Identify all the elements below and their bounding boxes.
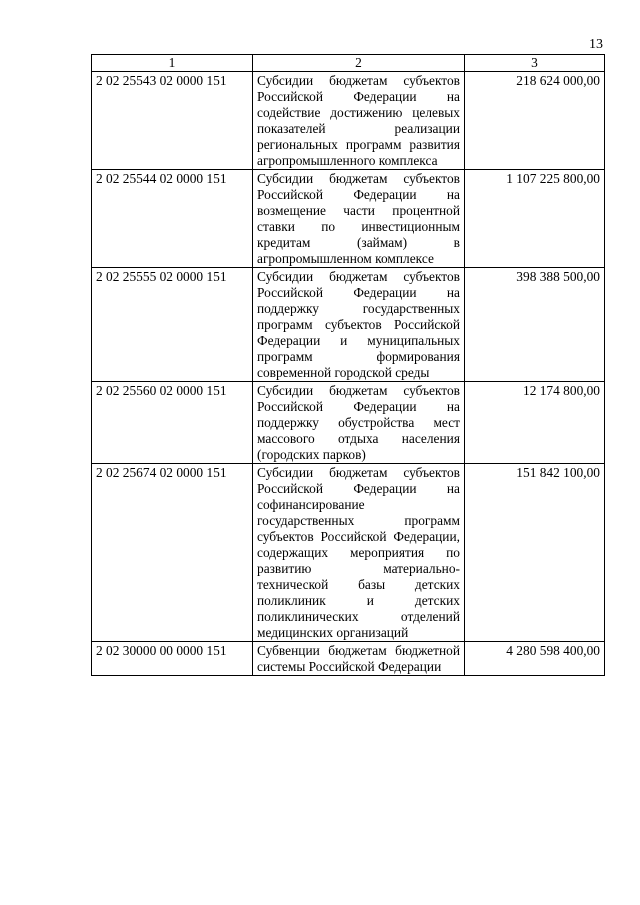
- amount-cell: 4 280 598 400,00: [465, 642, 605, 676]
- amount-cell: 398 388 500,00: [465, 268, 605, 382]
- budget-code-cell: 2 02 25543 02 0000 151: [92, 72, 253, 170]
- table-row: [92, 170, 605, 268]
- column-header-2: 2: [253, 55, 465, 72]
- column-header-1: 1: [92, 55, 253, 72]
- budget-revenue-table: [91, 54, 605, 676]
- amount-cell: 151 842 100,00: [465, 464, 605, 642]
- description-cell: Субсидии бюджетам субъектов Российской Федерации на возмещение части процентной ставки по инвестиционным кредитам (займам) в агропромышленном комплексе: [253, 170, 465, 268]
- description-cell: Субсидии бюджетам субъектов Российской Федерации на поддержку государственных программ субъектов Российской Федерации и муниципальных программ формирования современной городской среды: [253, 268, 465, 382]
- table-row: [92, 464, 605, 642]
- table-row: [92, 72, 605, 170]
- description-cell: Субсидии бюджетам субъектов Российской Федерации на содействие достижению целевых показателей реализации региональных программ развития агропромышленного комплекса: [253, 72, 465, 170]
- budget-code-cell: 2 02 25544 02 0000 151: [92, 170, 253, 268]
- budget-code-cell: 2 02 25555 02 0000 151: [92, 268, 253, 382]
- table-row: [92, 382, 605, 464]
- amount-cell: 218 624 000,00: [465, 72, 605, 170]
- budget-code-cell: 2 02 30000 00 0000 151: [92, 642, 253, 676]
- page-number: 13: [589, 37, 603, 52]
- description-cell: Субвенции бюджетам бюджетной системы Российской Федерации: [253, 642, 465, 676]
- description-cell: Субсидии бюджетам субъектов Российской Федерации на софинансирование государственных программ субъектов Российской Федерации, содержащих мероприятия по развитию материально-технической базы детских поликлиник и детских поликлинических отделений медицинских организаций: [253, 464, 465, 642]
- column-header-3: 3: [465, 55, 605, 72]
- amount-cell: 12 174 800,00: [465, 382, 605, 464]
- table-row: [92, 642, 605, 676]
- table-row: [92, 268, 605, 382]
- column-number-header-row: [92, 55, 605, 72]
- budget-code-cell: 2 02 25560 02 0000 151: [92, 382, 253, 464]
- amount-cell: 1 107 225 800,00: [465, 170, 605, 268]
- budget-code-cell: 2 02 25674 02 0000 151: [92, 464, 253, 642]
- description-cell: Субсидии бюджетам субъектов Российской Федерации на поддержку обустройства мест массового отдыха населения (городских парков): [253, 382, 465, 464]
